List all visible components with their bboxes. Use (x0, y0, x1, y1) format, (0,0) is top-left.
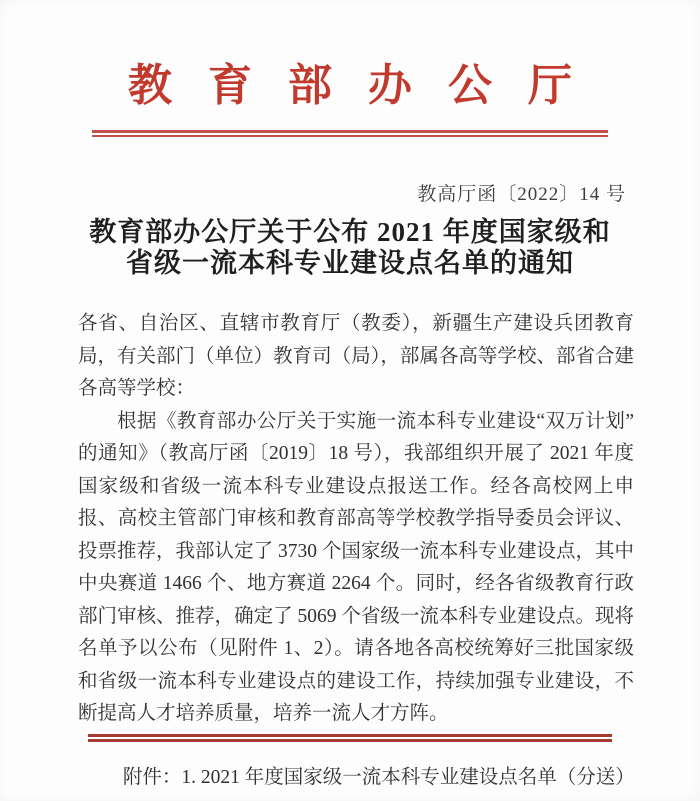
letterhead-title: 教育部办公厅 (128, 61, 608, 110)
attachment-line: 附件：1. 2021 年度国家级一流本科专业建设点名单（分送） (122, 766, 635, 788)
document-body (78, 308, 635, 788)
notice-title (40, 217, 660, 279)
document-number: 教高厅函〔2022〕14 号 (417, 184, 626, 205)
footer-divider-line (88, 734, 612, 742)
notice-title-line2: 省级一流本科专业建设点名单的通知 (126, 248, 574, 278)
salutation: 各省、自治区、直辖市教育厅（教委），新疆生产建设兵团教育局，有关部门（单位）教育司（局），部属各高等学校、部省合建各高等学校： (78, 313, 634, 399)
body-paragraph: 根据《教育部办公厅关于实施一流本科专业建设“双万计划”的通知》（教高厅函〔2019〕18 号），我部组织开展了 2021 年度国家级和省级一流本科专业建设点报送工作。经各高校网上申报、高校主管部门审核和教育部高等学校教学指导委员会评议、投票推荐，我部认定了 3730 个国家级一流本科专业建设点，其中中央赛道 1466 个、地方赛道 2264 个。同时，经各省级教育行政部门审核、推荐，确定了 5069 个省级一流本科专业建设点。现将名单予以公布（见附件 1、2）。请各地各高校统筹好三批国家级和省级一流本科专业建设点的建设工作，持续加强专业建设，不断提高人才培养质量，培养一流人才方阵。 (78, 410, 634, 724)
header-divider-line (92, 130, 608, 137)
notice-title-line1: 教育部办公厅关于公布 2021 年度国家级和 (89, 217, 611, 247)
